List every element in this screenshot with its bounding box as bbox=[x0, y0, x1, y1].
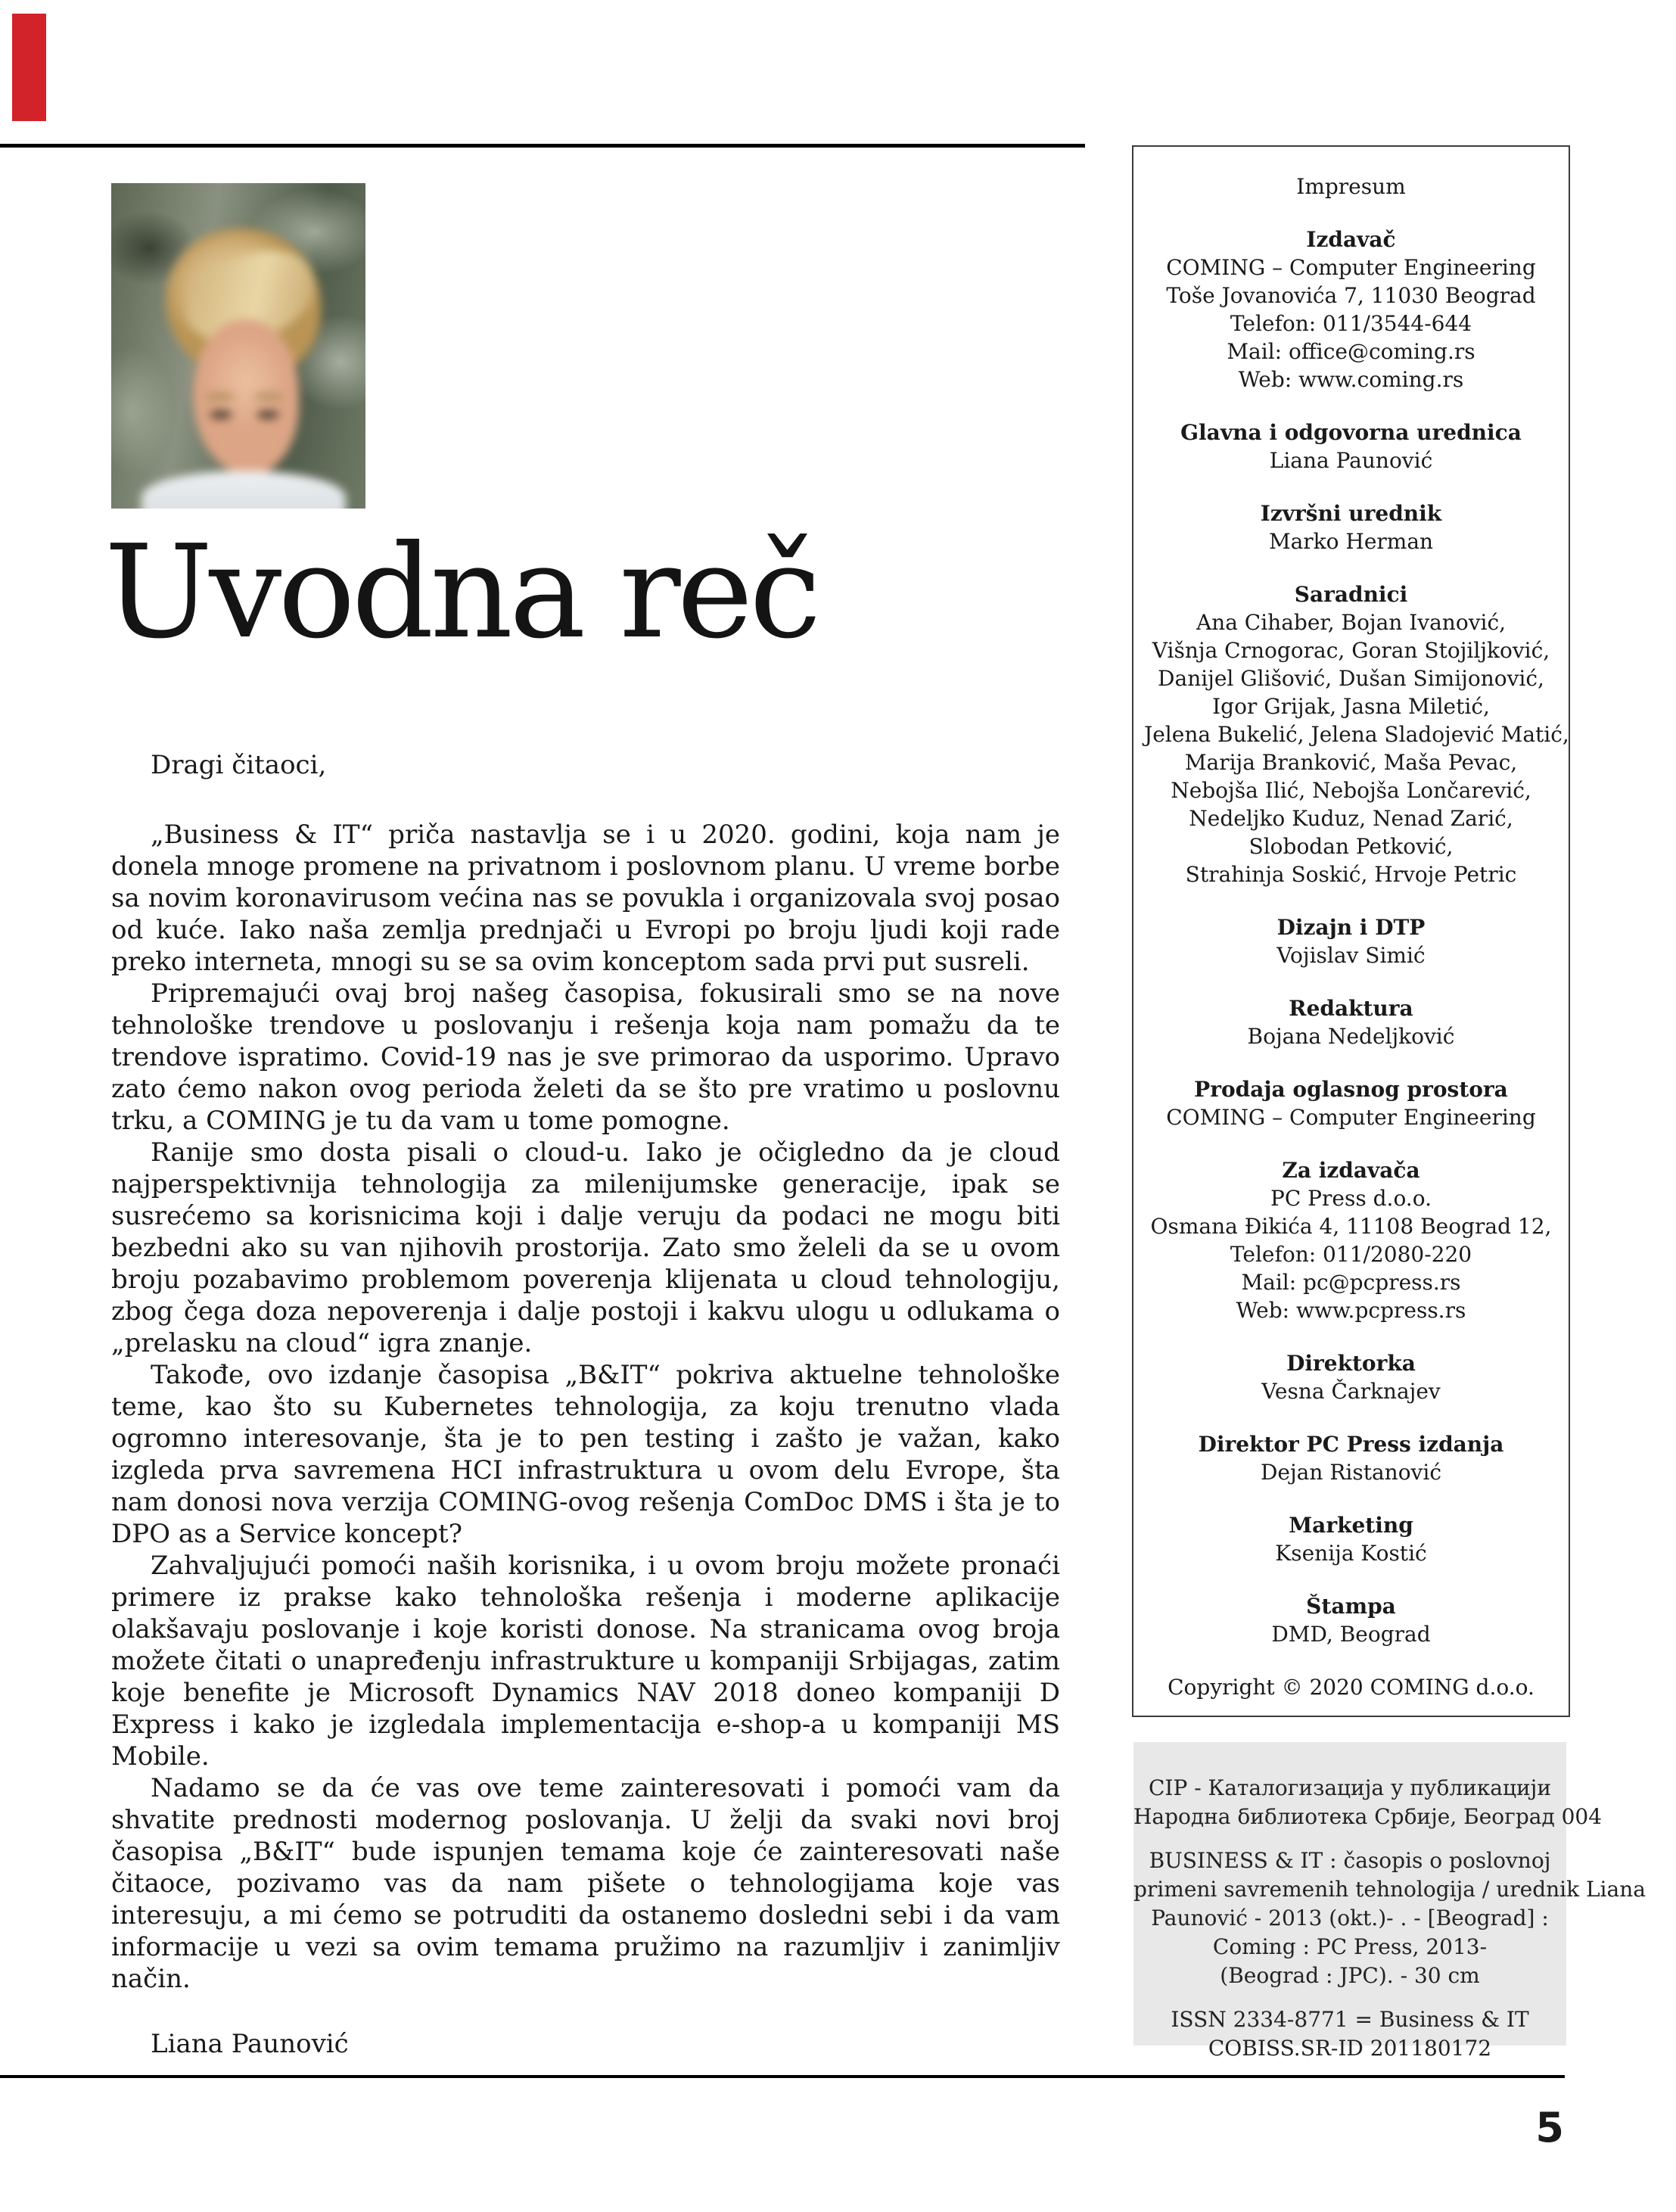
impresum-copyright: Copyright © 2020 COMING d.o.o. bbox=[1168, 1675, 1535, 1700]
impresum-section-heading: Redaktura bbox=[1289, 996, 1413, 1021]
cip-line: primeni savremenih tehnologija / urednik Liana bbox=[1133, 1877, 1646, 1902]
cip-line: Paunović - 2013 (okt.)- . - [Beograd] : bbox=[1151, 1906, 1549, 1930]
impresum-line: Slobodan Petković, bbox=[1248, 834, 1454, 859]
photo-brow-left bbox=[205, 394, 235, 400]
impresum-line: COMING – Computer Engineering bbox=[1166, 1105, 1536, 1130]
photo-eye-left bbox=[210, 410, 232, 419]
impresum-line: Višnja Crnogorac, Goran Stojiljković, bbox=[1152, 638, 1550, 663]
article-paragraph: Takođe, ovo izdanje časopisa „B&IT“ pokriva aktuelne tehnološke teme, kao što su Kubernetes tehnologija, za koju trenutno vlada ogromno interesovanje, šta je to pen testing i zašto je važan, kako izgleda prva savremena HCI infrastruktura u ovom delu Evrope, šta nam donosi nova verzija COMING-ovog rešenja ComDoc DMS i šta je to DPO as a Service koncept? bbox=[111, 1360, 1060, 1549]
impresum-line: Marko Herman bbox=[1268, 529, 1434, 554]
impresum-section bbox=[1144, 499, 1558, 555]
impresum-line: Vojislav Simić bbox=[1276, 943, 1426, 968]
impresum-line: Nebojša Ilić, Nebojša Lončarević, bbox=[1171, 778, 1531, 803]
impresum-line: Mail: pc@pcpress.rs bbox=[1241, 1270, 1461, 1295]
impresum-line: Bojana Nedeljković bbox=[1247, 1024, 1455, 1049]
impresum-line: Ksenija Kostić bbox=[1275, 1541, 1427, 1566]
article-paragraph: Zahvaljujući pomoći naših korisnika, i u ovom broju možete pronaći primere iz prakse kako tehnološka rešenja i moderne aplikacije olakšavaju poslovanje i koje koristi donose. Na stranicama ovog broja možete čitati o unapređenju infrastrukture u kompaniji Srbijagas, zatim koje benefite je Microsoft Dynamics NAV 2018 doneo kompaniji D Express i kako je izgledala implementacija e-shop-a u kompaniji MS Mobile. bbox=[111, 1551, 1060, 1772]
article-signature: Liana Paunović bbox=[151, 2029, 349, 2059]
impresum-section bbox=[1144, 1349, 1558, 1405]
article-paragraphs bbox=[111, 819, 1060, 1995]
red-bleed-bar bbox=[12, 14, 46, 121]
article-paragraph: Nadamo se da će vas ove teme zainteresovati i pomoći vam da shvatite prednosti modernog poslovanja. U želji da svaki novi broj časopisa „B&IT“ bude ispunjen temama koje će zainteresovati naše čitaoce, pozivamo vas da nam pišete o tehnologijama koje vas interesuju, a mi ćemo se potruditi da ostanemo dosledni sebi i da vam informacije u vezi sa ovim temama pružimo na razumljiv i zanimljiv način. bbox=[111, 1773, 1060, 1994]
cip-catalog-box bbox=[1133, 1742, 1646, 2061]
photo-background bbox=[111, 183, 365, 509]
impresum-line: DMD, Beograd bbox=[1271, 1622, 1431, 1647]
impresum-section bbox=[1144, 226, 1558, 394]
impresum-section-heading: Izvršni urednik bbox=[1260, 501, 1442, 526]
impresum-section-heading: Prodaja oglasnog prostora bbox=[1194, 1077, 1508, 1102]
footer-rule bbox=[0, 2075, 1565, 2078]
page-title: Uvodna reč bbox=[104, 518, 818, 667]
cip-group bbox=[1133, 1774, 1603, 1831]
impresum-section bbox=[1144, 580, 1569, 888]
cip-line: Coming : PC Press, 2013- bbox=[1212, 1934, 1488, 1959]
article-paragraph: Ranije smo dosta pisali o cloud-u. Iako je očigledno da je cloud najperspektivnija tehnologija za milenijumske generacije, ipak se susrećemo sa korisnicima koji i dalje veruju da podaci ne mogu biti bezbedni ako su van njihovih prostorija. Zato smo želeli da se u ovom broju pozabavimo problemom poverenja klijenata u cloud tehnologiju, zbog čega doza nepoverenja i dalje postoji i kakvu ulogu u odlukama o „prelasku na cloud“ igra znanje. bbox=[111, 1137, 1060, 1358]
impresum-section-heading: Štampa bbox=[1306, 1594, 1396, 1619]
editor-portrait-photo bbox=[111, 183, 365, 509]
impresum-line: COMING – Computer Engineering bbox=[1166, 255, 1536, 280]
impresum-line: Danijel Glišović, Dušan Simijonović, bbox=[1158, 666, 1544, 691]
impresum-sections bbox=[1144, 226, 1569, 1648]
article-paragraph: „Business & IT“ priča nastavlja se i u 2020. godini, koja nam je donela mnoge promene na privatnom i poslovnom planu. U vreme borbe sa novim koronavirusom većina nas se povukla i organizovala svoj posao od kuće. Iako naša zemlja prednjači u Evropi po broju ljudi koji rade preko interneta, mnogi su se sa ovim konceptom sada prvi put susreli. bbox=[111, 820, 1060, 977]
impresum-line: Ana Cihaber, Bojan Ivanović, bbox=[1196, 610, 1507, 635]
cip-line: ISSN 2334-8771 = Business & IT bbox=[1171, 2007, 1529, 2032]
impresum-line: Nedeljko Kuduz, Nenad Zarić, bbox=[1189, 806, 1513, 831]
impresum-line: Liana Paunović bbox=[1269, 448, 1433, 473]
cip-group bbox=[1133, 2005, 1566, 2063]
photo-eye-right bbox=[257, 410, 279, 419]
impresum-line: Strahinja Soskić, Hrvoje Petric bbox=[1185, 862, 1517, 887]
impresum-line: Igor Grijak, Jasna Miletić, bbox=[1212, 694, 1490, 719]
impresum-section bbox=[1144, 1511, 1558, 1567]
impresum-section bbox=[1144, 1156, 1558, 1324]
impresum-line: Jelena Bukelić, Jelena Sladojević Matić, bbox=[1144, 722, 1569, 747]
impresum-section-heading: Izdavač bbox=[1306, 227, 1396, 252]
cip-line: CIP - Каталогизација у публикацији bbox=[1148, 1775, 1552, 1800]
impresum-line: Web: www.coming.rs bbox=[1238, 367, 1464, 392]
impresum-section-heading: Saradnici bbox=[1294, 582, 1408, 607]
impresum-section-heading: Marketing bbox=[1289, 1513, 1413, 1538]
photo-brow-right bbox=[253, 394, 284, 400]
impresum-title: Impresum bbox=[1296, 174, 1406, 199]
impresum-line: Vesna Čarknajev bbox=[1261, 1379, 1441, 1404]
impresum-section-heading: Direktor PC Press izdanja bbox=[1198, 1432, 1504, 1457]
impresum-line: Web: www.pcpress.rs bbox=[1236, 1298, 1466, 1323]
cip-line: Народна библиотека Србије, Београд 004 bbox=[1133, 1804, 1603, 1829]
impresum-section bbox=[1144, 1075, 1558, 1131]
impresum-line: Dejan Ristanović bbox=[1260, 1460, 1442, 1485]
impresum-section-heading: Dizajn i DTP bbox=[1276, 915, 1426, 940]
cip-line: COBISS.SR-ID 201180172 bbox=[1208, 2036, 1492, 2061]
top-rule bbox=[0, 144, 1085, 148]
impresum-section-heading: Za izdavača bbox=[1282, 1158, 1420, 1183]
page-number: 5 bbox=[1535, 2104, 1564, 2151]
impresum-line: PC Press d.o.o. bbox=[1270, 1186, 1432, 1211]
impresum-section bbox=[1144, 1430, 1558, 1486]
impresum-section-heading: Glavna i odgovorna urednica bbox=[1180, 420, 1522, 445]
impresum-section bbox=[1144, 418, 1558, 474]
impresum-box bbox=[1132, 145, 1570, 1717]
article-salutation: Dragi čitaoci, bbox=[151, 750, 327, 780]
impresum-line: Osmana Đikića 4, 11108 Beograd 12, bbox=[1150, 1214, 1552, 1239]
impresum-line: Toše Jovanovića 7, 11030 Beograd bbox=[1166, 283, 1536, 308]
editorial-article bbox=[111, 749, 1060, 2060]
article-paragraph: Pripremajući ovaj broj našeg časopisa, fokusirali smo se na nove tehnološke trendove u poslovanju i rešenja koja nam pomažu da te trendove ispratimo. Covid-19 nas je sve primorao da usporimo. Upravo zato ćemo nakon ovog perioda želeti da se što pre vratimo u poslovnu trku, a COMING je tu da vam u tome pomogne. bbox=[111, 978, 1060, 1136]
impresum-line: Telefon: 011/3544-644 bbox=[1230, 311, 1472, 336]
impresum-line: Telefon: 011/2080-220 bbox=[1230, 1242, 1472, 1267]
impresum-section bbox=[1144, 1592, 1558, 1648]
photo-shirt bbox=[141, 471, 346, 509]
impresum-line: Mail: office@coming.rs bbox=[1227, 339, 1475, 364]
cip-line: (Beograd : JPC). - 30 cm bbox=[1220, 1963, 1480, 1988]
impresum-section bbox=[1144, 913, 1558, 969]
cip-line: BUSINESS & IT : časopis o poslovnoj bbox=[1149, 1848, 1551, 1873]
impresum-line: Marija Branković, Maša Pevac, bbox=[1184, 750, 1518, 775]
impresum-section bbox=[1144, 994, 1558, 1050]
cip-group bbox=[1133, 1846, 1646, 1990]
impresum-section-heading: Direktorka bbox=[1286, 1351, 1416, 1376]
